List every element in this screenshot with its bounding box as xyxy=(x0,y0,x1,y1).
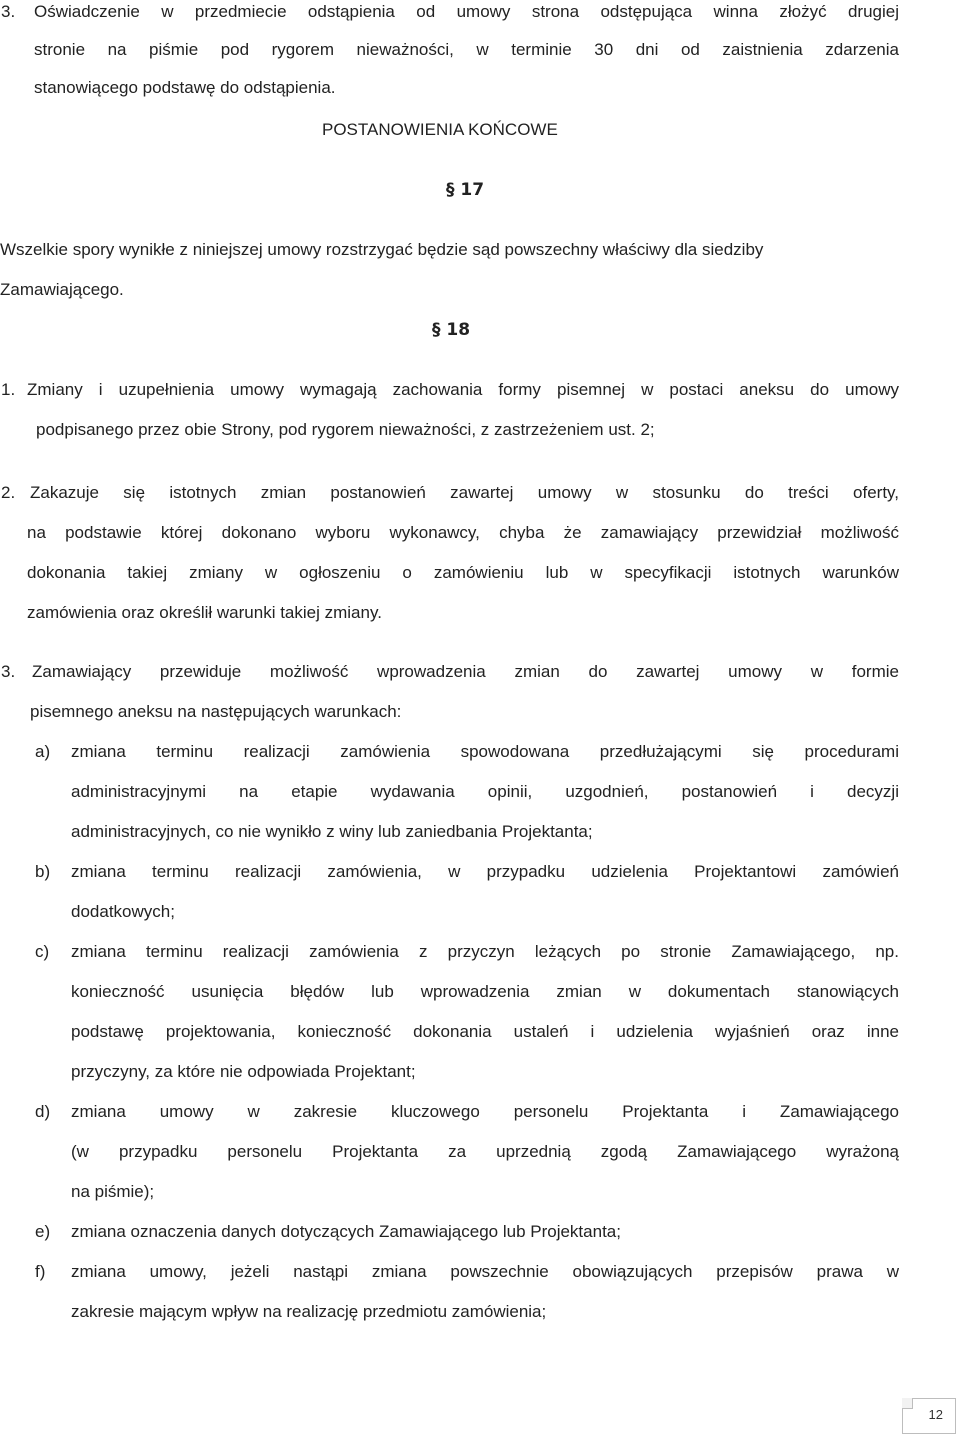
paragraph-line: na piśmie); xyxy=(71,1182,155,1201)
paragraph-line: zmiana umowy, jeżeli nastąpi zmiana powszechnie obowiązujących przepisów prawa w xyxy=(71,1262,899,1281)
paragraph-line: zmiana oznaczenia danych dotyczących Zamawiającego lub Projektanta; xyxy=(71,1222,621,1241)
subitem-letter: d) xyxy=(35,1102,51,1121)
paragraph-line: stanowiącego podstawę do odstąpienia. xyxy=(34,78,336,97)
paragraph-line: administracyjnych, co nie wynikło z winy lub zaniedbania Projektanta; xyxy=(71,822,593,841)
paragraph-line: zamówienia oraz określił warunki takiej zmiany. xyxy=(27,603,382,622)
paragraph-line: pisemnego aneksu na następujących warunkach: xyxy=(30,702,402,721)
subitem-letter: b) xyxy=(35,862,51,881)
paragraph-line: Zamawiający przewiduje możliwość wprowadzenia zmian do zawartej umowy w formie xyxy=(32,662,899,681)
section-heading: POSTANOWIENIA KOŃCOWE xyxy=(322,120,558,139)
section-17-title: § 17 xyxy=(446,180,485,200)
paragraph-line: zmiana umowy w zakresie kluczowego personelu Projektanta i Zamawiającego xyxy=(71,1102,899,1121)
item-number: 2. xyxy=(1,483,16,502)
subitem-letter: f) xyxy=(35,1262,46,1281)
subitem-letter: c) xyxy=(35,942,50,961)
paragraph-line: podpisanego przez obie Strony, pod rygorem nieważności, z zastrzeżeniem ust. 2; xyxy=(36,420,655,439)
paragraph-line: stronie na piśmie pod rygorem nieważności, w terminie 30 dni od zaistnienia zdarzenia xyxy=(34,40,899,59)
paragraph-line: Zamawiającego. xyxy=(0,280,124,299)
item-number: 1. xyxy=(1,380,16,399)
paragraph-line: Oświadczenie w przedmiecie odstąpienia od umowy strona odstępująca winna złożyć drugiej xyxy=(34,2,899,21)
paragraph-line: administracyjnymi na etapie wydawania opinii, uzgodnień, postanowień i decyzji xyxy=(71,782,899,801)
paragraph-line: zakresie mającym wpływ na realizację przedmiotu zamówienia; xyxy=(71,1302,547,1321)
paragraph-line: zmiana terminu realizacji zamówienia spowodowana przedłużającymi się procedurami xyxy=(71,742,899,761)
paragraph-line: konieczność usunięcia błędów lub wprowadzenia zmian w dokumentach stanowiących xyxy=(71,982,899,1001)
section-18-title: § 18 xyxy=(432,320,471,340)
paragraph-line: dokonania takiej zmiany w ogłoszeniu o zamówieniu lub w specyfikacji istotnych warunków xyxy=(27,563,899,582)
paragraph-line: przyczyny, za które nie odpowiada Projektant; xyxy=(71,1062,416,1081)
paragraph-line: dodatkowych; xyxy=(71,902,175,921)
page-number: 12 xyxy=(928,1407,943,1422)
paragraph-line: zmiana terminu realizacji zamówienia, w przypadku udzielenia Projektantowi zamówień xyxy=(71,862,899,881)
paragraph-line: Zakazuje się istotnych zmian postanowień zawartej umowy w stosunku do treści oferty, xyxy=(30,483,899,502)
item-number: 3. xyxy=(1,2,16,21)
paragraph-line: Zmiany i uzupełnienia umowy wymagają zachowania formy pisemnej w postaci aneksu do umowy xyxy=(27,380,899,399)
page-number-box xyxy=(902,1398,956,1434)
subitem-letter: e) xyxy=(35,1222,51,1241)
paragraph-line: na podstawie której dokonano wyboru wykonawcy, chyba że zamawiający przewidział możliwość xyxy=(27,523,899,542)
subitem-letter: a) xyxy=(35,742,51,761)
paragraph-line: Wszelkie spory wynikłe z niniejszej umowy rozstrzygać będzie sąd powszechny właściwy dla siedziby xyxy=(0,240,764,259)
paragraph-line: podstawę projektowania, konieczność dokonania ustaleń i udzielenia wyjaśnień oraz inne xyxy=(71,1022,899,1041)
paragraph-line: zmiana terminu realizacji zamówienia z przyczyn leżących po stronie Zamawiającego, np. xyxy=(71,942,899,961)
item-number: 3. xyxy=(1,662,16,681)
paragraph-line: (w przypadku personelu Projektanta za uprzednią zgodą Zamawiającego wyrażoną xyxy=(71,1142,899,1161)
